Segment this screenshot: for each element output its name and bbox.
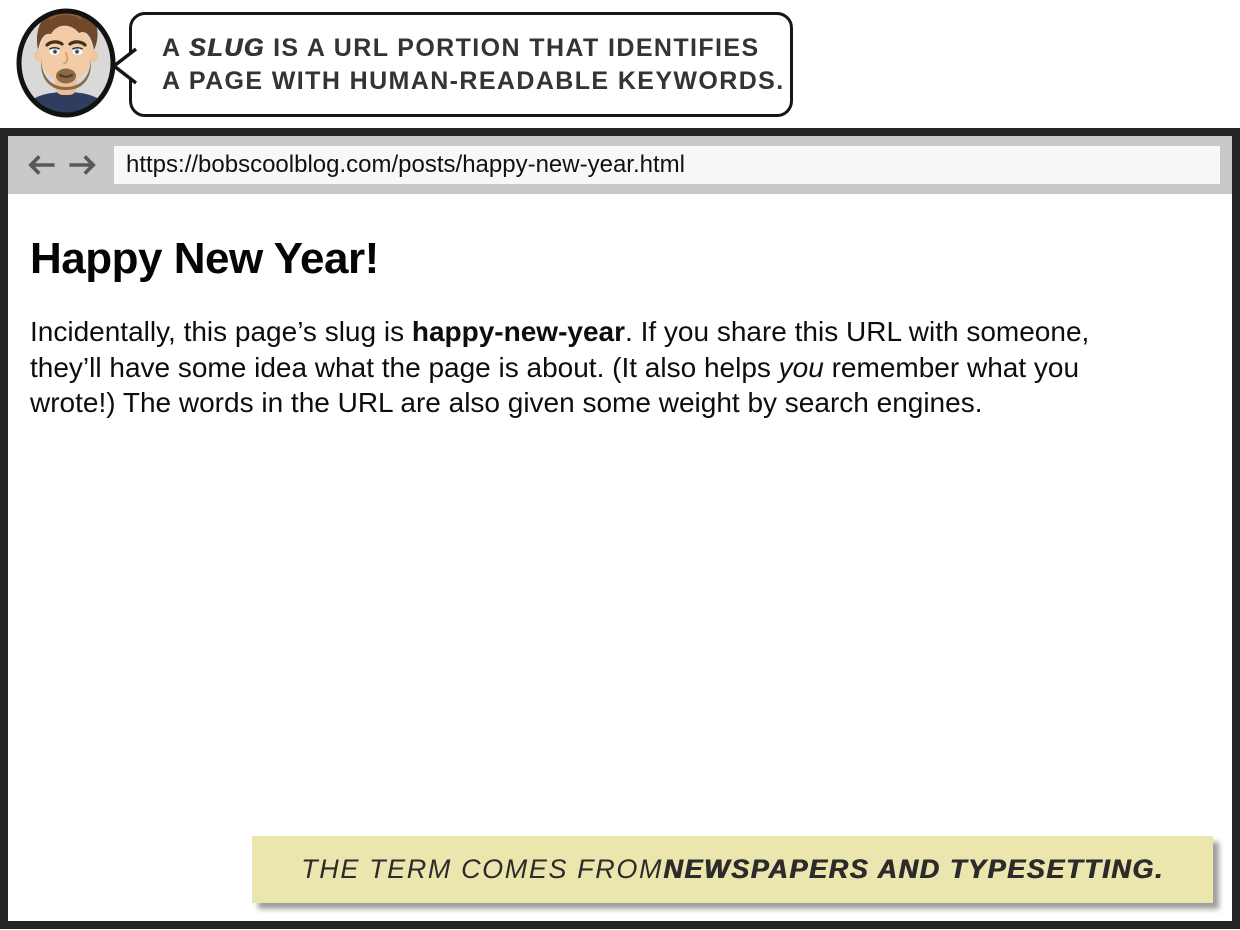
bob-avatar bbox=[13, 5, 119, 121]
speech-bubble-tail bbox=[108, 46, 138, 86]
page-title: Happy New Year! bbox=[30, 234, 379, 283]
caption-text: THE TERM COMES FROM bbox=[301, 854, 664, 884]
speech-text: IS A URL PORTION THAT IDENTIFIES bbox=[264, 33, 760, 62]
slug-term: SLUG bbox=[188, 33, 265, 62]
browser-window bbox=[0, 128, 1240, 929]
emphasized-word: you bbox=[778, 351, 824, 383]
browser-toolbar bbox=[8, 136, 1232, 194]
speech-text: A bbox=[162, 33, 189, 62]
back-arrow-icon bbox=[24, 150, 60, 180]
post-paragraph bbox=[30, 314, 1165, 421]
page-content bbox=[8, 194, 1232, 421]
paragraph-text: Incidentally, this page’s slug is bbox=[30, 316, 412, 347]
person-avatar-icon bbox=[13, 5, 119, 121]
speech-bubble-line2: A PAGE WITH HUMAN-READABLE KEYWORDS. bbox=[162, 66, 785, 95]
slug-value: happy-new-year bbox=[411, 316, 626, 347]
speech-bubble bbox=[129, 12, 793, 117]
speech-bubble-line1 bbox=[162, 32, 778, 65]
paragraph-text: remember what you wrote!) The words in the URL are also given some weight by search engines. bbox=[30, 351, 1080, 418]
url-input[interactable] bbox=[114, 146, 1220, 184]
caption-bold-text: NEWSPAPERS AND TYPESETTING. bbox=[663, 854, 1164, 884]
forward-arrow-icon bbox=[64, 150, 100, 180]
paragraph-text: . If you share this URL with someone, they’ll have some idea what the page is about. (It also helps bbox=[30, 316, 1090, 383]
footnote-caption bbox=[252, 836, 1213, 903]
forward-button[interactable] bbox=[64, 148, 100, 182]
back-button[interactable] bbox=[24, 148, 60, 182]
